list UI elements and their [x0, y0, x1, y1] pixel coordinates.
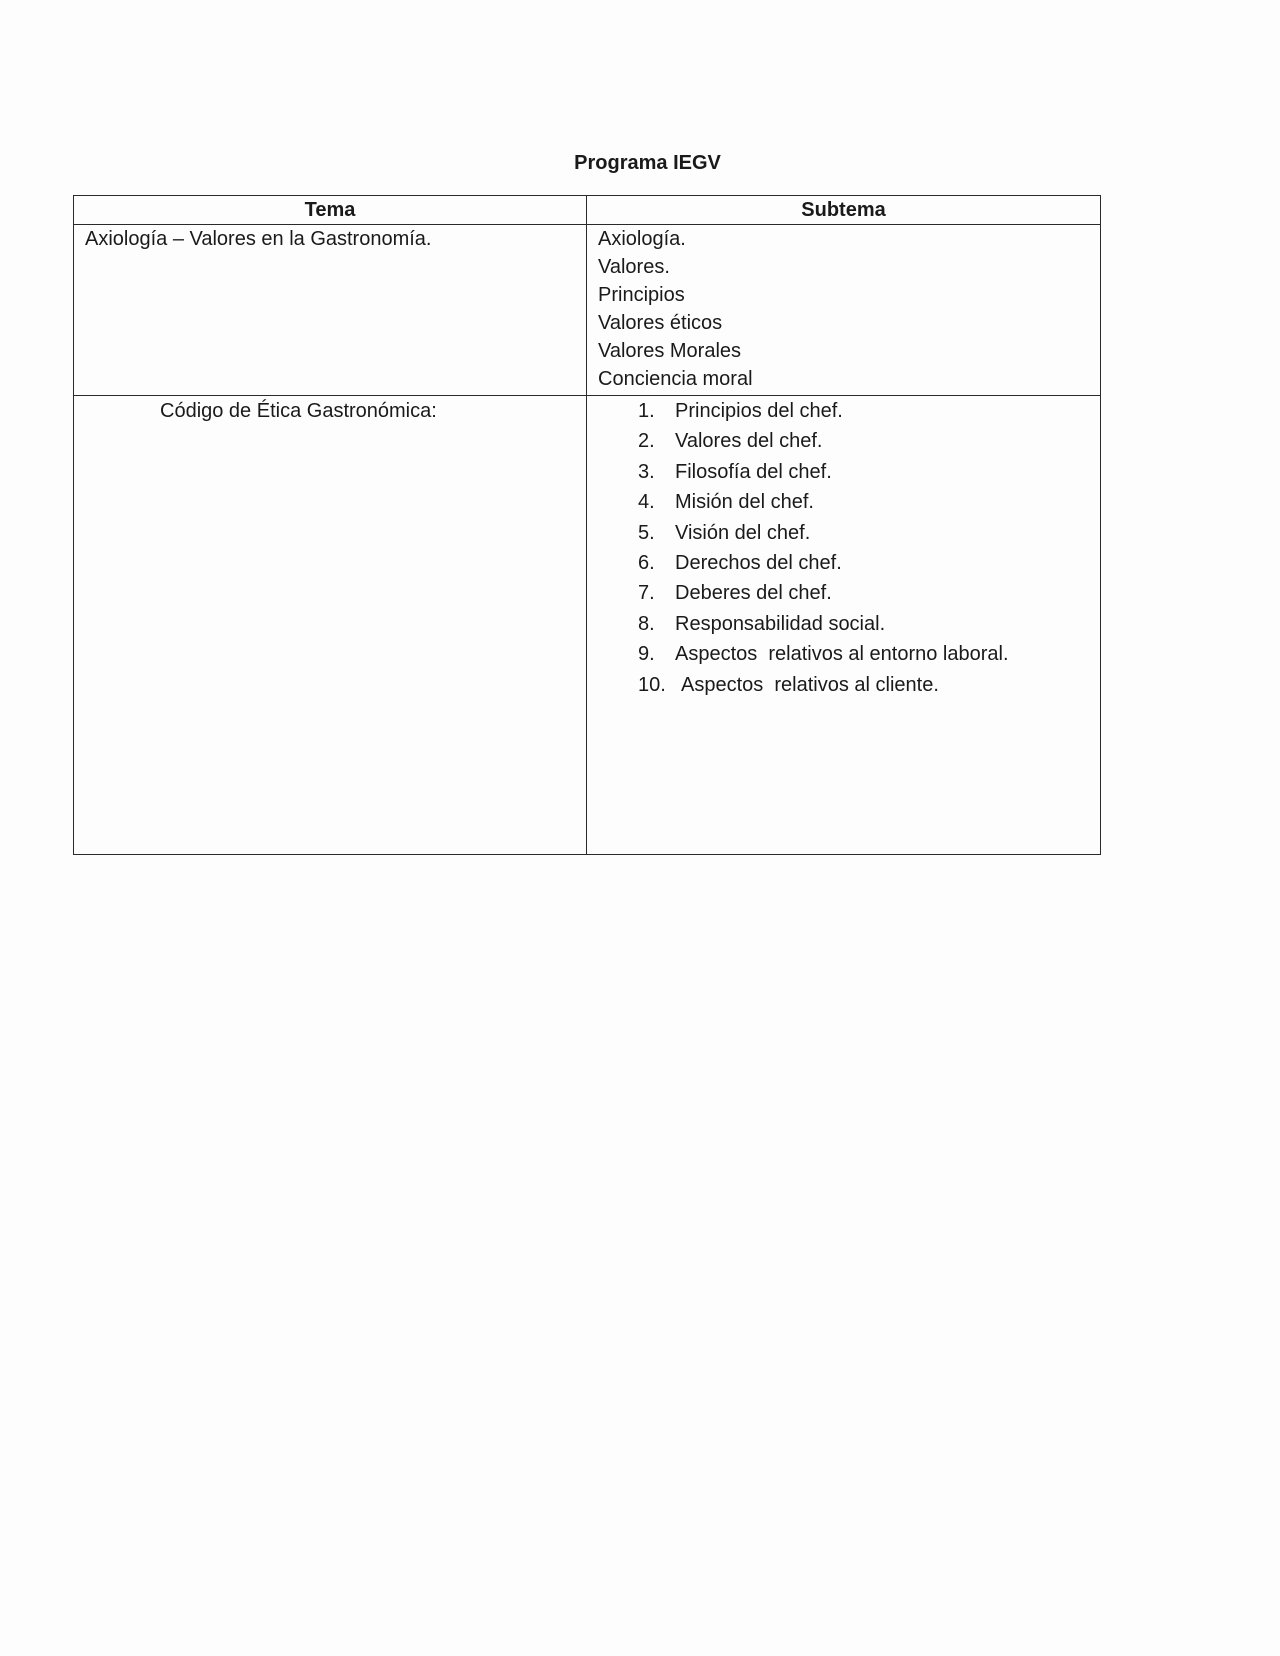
- subtema-numbered-list: [598, 396, 1089, 700]
- subtema-item: Valores.: [598, 256, 670, 278]
- table-row: [74, 225, 1101, 396]
- list-item-text: Aspectos relativos al cliente.: [681, 673, 939, 696]
- list-number: 7.: [638, 582, 655, 605]
- list-item-text: Principios del chef.: [675, 400, 843, 422]
- list-item: [638, 609, 1089, 639]
- list-number: 1.: [638, 400, 655, 422]
- list-number: 8.: [638, 612, 655, 635]
- list-item: [638, 518, 1089, 548]
- header-subtema: Subtema: [587, 196, 1101, 225]
- subtema-cell: [587, 225, 1101, 396]
- list-number: 3.: [638, 460, 655, 483]
- list-number: 10.: [638, 673, 666, 696]
- list-item: [638, 670, 1089, 700]
- list-item-text: Misión del chef.: [675, 491, 814, 514]
- page-title: Programa IEGV: [574, 152, 721, 174]
- subtema-item: Axiología.: [598, 228, 686, 250]
- list-item-text: Filosofía del chef.: [675, 460, 832, 483]
- list-number: 4.: [638, 491, 655, 514]
- list-item: [638, 457, 1089, 487]
- header-tema: Tema: [74, 196, 587, 225]
- tema-cell: [74, 396, 587, 855]
- list-item: [638, 396, 1089, 426]
- list-item: [638, 578, 1089, 608]
- subtema-item: Principios: [598, 284, 685, 306]
- list-item-text: Derechos del chef.: [675, 552, 842, 575]
- list-item-text: Aspectos relativos al entorno laboral.: [675, 643, 1009, 666]
- tema-text: Código de Ética Gastronómica:: [160, 400, 437, 422]
- subtema-cell: [587, 396, 1101, 855]
- table-header-row: [74, 196, 1101, 225]
- list-item: [638, 426, 1089, 456]
- list-item-text: Responsabilidad social.: [675, 612, 886, 635]
- subtema-item: Valores Morales: [598, 340, 742, 362]
- table-row: [74, 396, 1101, 855]
- list-number: 2.: [638, 430, 655, 453]
- tema-text: Axiología – Valores en la Gastronomía.: [85, 228, 432, 250]
- list-number: 9.: [638, 643, 655, 666]
- list-number: 5.: [638, 521, 655, 544]
- list-number: 6.: [638, 552, 655, 575]
- list-item: [638, 639, 1089, 669]
- list-item-text: Deberes del chef.: [675, 582, 832, 605]
- subtema-item: Valores éticos: [598, 312, 723, 334]
- subtema-list: [598, 225, 1089, 393]
- list-item-text: Valores del chef.: [675, 430, 823, 453]
- subtema-item: Conciencia moral: [598, 368, 753, 390]
- program-table: [73, 195, 1101, 855]
- tema-cell: [74, 225, 587, 396]
- list-item: [638, 487, 1089, 517]
- list-item: [638, 548, 1089, 578]
- list-item-text: Visión del chef.: [675, 521, 811, 544]
